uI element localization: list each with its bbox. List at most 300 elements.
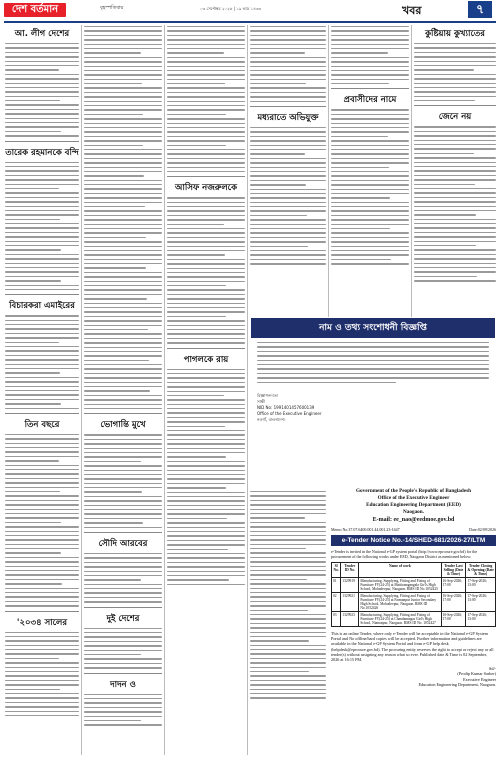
text-line (84, 87, 162, 88)
text-line (84, 96, 162, 97)
text-line (5, 478, 79, 479)
story-headline[interactable]: সৌদি আরবের (98, 538, 148, 549)
text-line (250, 153, 305, 154)
day-label: বৃহস্পতিবার (100, 5, 124, 11)
text-line (5, 96, 79, 97)
memo-line (331, 527, 496, 532)
text-line (250, 671, 309, 672)
text-line (250, 136, 326, 137)
text-line (167, 48, 245, 49)
signature-line: নওগাঁ, বাংলাদেশ। (257, 416, 286, 422)
text-line (5, 56, 79, 57)
text-line (5, 232, 79, 233)
article-body (331, 108, 409, 264)
text-line (167, 399, 245, 400)
text-line (5, 223, 79, 224)
text-line (5, 487, 79, 488)
text-line (84, 237, 146, 238)
text-line (84, 628, 162, 629)
text-line (414, 227, 496, 228)
text-line (250, 127, 326, 128)
text-line (167, 412, 245, 413)
story-headline[interactable]: তারেক রহমানকে বন্দি (5, 147, 79, 158)
text-line (250, 522, 326, 523)
table-cell: 16-Sep-2026; 17:00 (441, 578, 466, 593)
text-line (250, 232, 326, 233)
text-line (167, 311, 245, 312)
notice-banner: নাম ও তথ্য সংশোধনী বিজ্ঞপ্তি (251, 318, 495, 338)
text-line (84, 667, 162, 668)
tender-table-header (332, 563, 496, 578)
text-line (84, 232, 162, 233)
text-line (167, 92, 245, 93)
text-line (250, 680, 326, 681)
text-line (5, 285, 79, 286)
column-divider (81, 25, 82, 755)
text-line (250, 35, 326, 36)
text-line (167, 202, 245, 203)
text-line (167, 241, 245, 242)
text-line (5, 684, 79, 685)
text-line (84, 456, 162, 457)
text-line (5, 579, 79, 580)
text-line (257, 377, 489, 378)
text-line (167, 434, 245, 435)
text-line (84, 30, 162, 31)
text-line (414, 131, 496, 132)
column-divider (411, 25, 412, 317)
story-divider (5, 413, 79, 414)
text-line (5, 557, 79, 558)
article-body (331, 25, 409, 84)
text-line (84, 592, 162, 593)
article-body (250, 25, 326, 102)
text-line (250, 684, 326, 685)
text-line (331, 184, 409, 185)
gov-header-line: Government of the People's Republic of Bangladesh (356, 488, 471, 494)
text-line (414, 61, 496, 62)
text-line (331, 167, 389, 168)
text-line (250, 605, 326, 606)
text-line (5, 328, 79, 329)
text-line (331, 140, 409, 141)
text-line (257, 373, 489, 374)
text-line (84, 39, 162, 40)
text-line (5, 289, 79, 290)
text-line (167, 439, 245, 440)
text-line (84, 500, 162, 501)
text-line (167, 303, 245, 304)
story-headline[interactable]: জেনে নয় (438, 112, 472, 123)
text-line (331, 193, 409, 194)
text-line (250, 526, 326, 527)
text-line (84, 276, 162, 277)
text-line (5, 570, 79, 571)
story-headline[interactable]: আ. লীগ দেশের (14, 29, 70, 39)
text-line (250, 189, 326, 190)
text-line (331, 57, 409, 58)
text-line (5, 495, 79, 496)
text-line (84, 377, 162, 378)
text-line (5, 689, 60, 690)
table-cell: 1329921 (341, 593, 359, 612)
text-line (167, 478, 245, 479)
text-line (331, 114, 409, 115)
text-line (5, 513, 79, 514)
text-line (167, 474, 245, 475)
text-line (331, 246, 409, 247)
text-line (84, 101, 162, 102)
text-line (257, 351, 489, 352)
text-line (331, 237, 409, 238)
text-line (250, 588, 326, 589)
text-line (5, 561, 79, 562)
text-line (84, 408, 162, 409)
text-line (5, 267, 79, 268)
text-line (250, 539, 326, 540)
text-line (5, 258, 79, 259)
news-column-6 (414, 25, 496, 315)
text-line (84, 149, 162, 150)
text-line (250, 610, 308, 611)
text-line (5, 544, 79, 545)
text-line (5, 381, 79, 382)
text-line (414, 175, 496, 176)
text-line (414, 184, 475, 185)
text-line (5, 517, 79, 518)
story-divider (331, 88, 409, 89)
text-line (5, 135, 79, 136)
text-line (414, 52, 496, 53)
text-line (250, 206, 326, 207)
text-line (250, 535, 326, 536)
text-line (167, 417, 245, 418)
text-line (250, 61, 326, 62)
text-line (5, 443, 79, 444)
text-line (5, 605, 79, 606)
text-line (167, 373, 245, 374)
text-line (84, 518, 162, 519)
text-line (167, 562, 245, 563)
text-line (250, 30, 326, 31)
signature-line: NID No: 1991401457600139 (257, 404, 315, 410)
text-line (5, 280, 61, 281)
text-line (167, 496, 245, 497)
tender-footer: This is an online Tender, where only e-Tender will be acceptable in the National e-GP System Portal and No offline/hard copies will be accepted. Further information and guidelines are available in the National e-GP System Portal and from e-GP help desk (helpdesk@eprocure.gov.bd). The procuring entity reserves the right to accept or reject any or all tender(s) without assigning any reason what so ever. Published date & Time is 02 September, 2026 at 16:15 PM. (331, 631, 494, 663)
table-header-cell: Tender Closing & Opening (Date & Time) (467, 564, 494, 576)
text-line (84, 373, 162, 374)
text-line (331, 241, 409, 242)
text-line (250, 596, 326, 597)
story-headline[interactable]: মধ্যরাতে অভিযুক্ত (257, 113, 319, 124)
text-line (414, 192, 496, 193)
text-line (414, 126, 496, 127)
text-line (250, 689, 326, 690)
text-line (250, 149, 326, 150)
text-line (167, 123, 245, 124)
text-line (84, 483, 162, 484)
text-line (84, 368, 162, 369)
date-line: ০৩ সেপ্টেম্বর ২০২৬ | ১৯ ভাদ্র ১৪৩৩ (200, 6, 262, 11)
text-line (167, 79, 245, 80)
text-line (84, 197, 162, 198)
text-line (84, 443, 162, 444)
tender-intro: e-Tender is invited in the National e-GP system portal (http://www.eprocure.gov.bd) for the procurement of the following works under EED, Naogaon District as mentioned below: (331, 549, 478, 559)
story-headline[interactable]: ভোগান্তি মুখে (100, 420, 146, 431)
text-line (331, 74, 409, 75)
text-line (5, 175, 79, 176)
text-line (167, 382, 245, 383)
text-line (414, 87, 496, 88)
text-line (84, 364, 162, 365)
text-line (250, 180, 326, 181)
text-line (84, 294, 162, 295)
column-divider (328, 25, 329, 317)
text-line (84, 162, 162, 163)
text-line (250, 250, 326, 251)
text-line (250, 237, 326, 238)
text-line (5, 109, 79, 110)
story-headline[interactable]: আসিফ নজরুলকে (174, 183, 238, 194)
text-line (84, 267, 146, 268)
text-line (414, 83, 496, 84)
article-body (84, 552, 162, 603)
article-body (167, 368, 245, 586)
text-line (167, 470, 245, 471)
text-line (257, 342, 489, 343)
article-body (414, 42, 496, 101)
text-line (167, 127, 245, 128)
text-line (5, 78, 79, 79)
story-headline[interactable]: দাদন ও (110, 679, 136, 690)
text-line (5, 447, 79, 448)
table-cell: 16-Sep-2026; 17:00 (441, 612, 466, 627)
story-headline[interactable]: পাগলকে রায় (183, 354, 229, 365)
text-line (5, 702, 79, 703)
signature-line: Executive Engineer (463, 676, 496, 682)
text-line (167, 145, 226, 146)
tender-notice-banner: e-Tender Notice No.-14/SHED-681/2026-27/LTM (331, 535, 496, 546)
text-line (167, 250, 245, 251)
text-line (250, 517, 305, 518)
text-line (84, 470, 162, 471)
text-line (5, 693, 79, 694)
text-line (414, 140, 496, 141)
text-line (167, 35, 245, 36)
text-line (5, 87, 79, 88)
text-line (250, 653, 326, 654)
table-header-cell: Sl No. (332, 563, 341, 578)
text-line (84, 338, 162, 339)
text-line (250, 224, 326, 225)
text-line (84, 127, 162, 128)
text-line (167, 263, 245, 264)
text-line (84, 188, 162, 189)
text-line (167, 522, 245, 523)
text-line (167, 487, 226, 488)
text-line (84, 404, 162, 405)
text-line (84, 553, 162, 554)
news-column-5 (331, 25, 409, 315)
text-line (250, 259, 326, 260)
text-line (84, 272, 162, 273)
text-line (5, 113, 79, 114)
story-headline[interactable]: তিন বছরে (24, 419, 60, 430)
text-line (5, 254, 79, 255)
text-line (331, 83, 389, 84)
text-line (84, 311, 162, 312)
text-line (167, 61, 245, 62)
text-line (84, 487, 162, 488)
table-cell: 02 (332, 593, 341, 612)
memo-number: Memo No.37.07.6400.001.44.001.23-1647 (331, 527, 400, 532)
text-line (5, 649, 79, 650)
text-line (331, 153, 409, 154)
story-headline[interactable]: প্রবাসীদের নামে (343, 95, 397, 106)
text-line (167, 232, 245, 233)
text-line (5, 61, 79, 62)
text-line (84, 210, 162, 211)
text-line (414, 206, 496, 207)
text-line (167, 316, 226, 317)
text-line (5, 531, 79, 532)
text-line (414, 280, 496, 281)
text-line (257, 364, 489, 365)
text-line (84, 206, 145, 207)
text-line (5, 588, 79, 589)
text-line (5, 69, 59, 70)
text-line (5, 368, 79, 369)
text-line (331, 197, 390, 198)
text-line (414, 245, 476, 246)
text-line (167, 66, 245, 67)
text-line (84, 180, 162, 181)
text-line (250, 552, 326, 553)
text-line (167, 285, 226, 286)
story-headline[interactable]: কুষ্টিয়ায় কুখ্যাতের (425, 29, 485, 39)
text-line (84, 658, 162, 659)
text-line (414, 263, 496, 264)
text-line (167, 74, 245, 75)
story-headline[interactable]: দুই দেশের (106, 613, 140, 624)
text-line (5, 434, 79, 435)
text-line (167, 325, 245, 326)
text-line (5, 662, 79, 663)
text-line (5, 188, 59, 189)
text-line (250, 675, 326, 676)
text-line (167, 575, 245, 576)
text-line (84, 505, 162, 506)
text-line (84, 707, 162, 708)
text-line (331, 149, 409, 150)
text-line (250, 566, 326, 567)
text-line (250, 632, 326, 633)
text-line (414, 135, 496, 136)
text-line (5, 227, 79, 228)
text-line (84, 588, 162, 589)
text-line (84, 61, 162, 62)
text-line (84, 650, 162, 651)
signature-line: (Prodip Kumar Sarker) (457, 671, 496, 677)
text-line (84, 584, 162, 585)
text-line (84, 263, 162, 264)
news-column-3 (167, 25, 245, 755)
text-line (250, 83, 306, 84)
text-line (331, 70, 409, 71)
text-line (331, 109, 409, 110)
text-line (250, 246, 308, 247)
text-line (5, 271, 79, 272)
text-line (84, 509, 162, 510)
text-line (167, 30, 245, 31)
text-line (414, 210, 496, 211)
text-line (331, 224, 409, 225)
text-line (5, 636, 79, 637)
text-line (167, 26, 245, 27)
text-line (84, 355, 162, 356)
text-line (167, 307, 245, 308)
text-line (414, 241, 496, 242)
text-line (250, 531, 326, 532)
text-line (167, 109, 245, 110)
text-line (5, 179, 79, 180)
text-line (167, 448, 245, 449)
text-line (250, 623, 326, 624)
text-line (167, 153, 245, 154)
text-line (5, 526, 79, 527)
text-line (167, 452, 245, 453)
text-line (331, 232, 409, 233)
text-line (5, 263, 79, 264)
text-line (250, 96, 326, 97)
text-line (331, 52, 388, 53)
story-headline[interactable]: বিচারকরা এমাইরের (9, 301, 75, 312)
text-line (167, 219, 245, 220)
text-line (5, 241, 79, 242)
text-line (84, 329, 148, 330)
text-line (250, 574, 326, 575)
text-line (5, 539, 79, 540)
text-line (167, 268, 245, 269)
text-line (250, 500, 326, 501)
story-headline[interactable]: '২০৩৪ সালের (16, 617, 68, 628)
text-line (414, 170, 496, 171)
text-line (167, 505, 245, 506)
text-line (167, 70, 245, 71)
text-line (331, 61, 409, 62)
column-divider (164, 25, 165, 755)
text-line (414, 179, 496, 180)
text-line (84, 557, 162, 558)
text-line (331, 202, 409, 203)
story-divider (84, 607, 162, 608)
text-line (5, 47, 79, 48)
text-line (84, 123, 162, 124)
text-line (331, 35, 409, 36)
text-line (84, 254, 162, 255)
text-line (5, 715, 79, 716)
text-line (250, 228, 326, 229)
text-line (250, 513, 326, 514)
text-line (331, 228, 390, 229)
table-header-cell: Tender Last Selling (Date & Time) (441, 563, 466, 578)
text-line (5, 359, 79, 360)
text-line (5, 601, 79, 602)
news-column-1 (5, 25, 79, 755)
news-column-2 (84, 25, 162, 755)
notice-body (251, 338, 495, 387)
signature-line: Office of the Executive Engineer (257, 410, 322, 416)
